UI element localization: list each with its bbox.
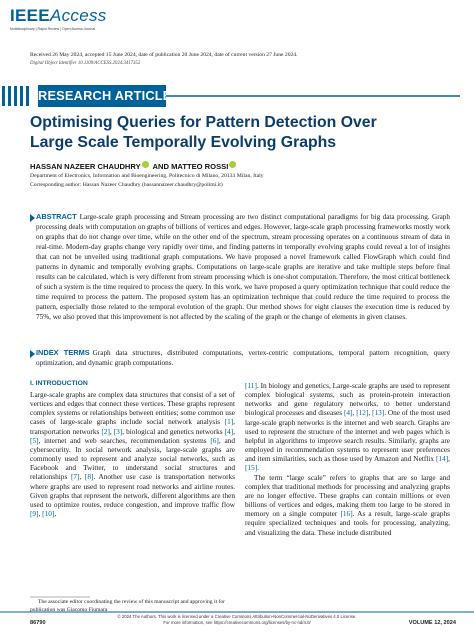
- license-notice: © 2024 The Authors. This work is licensed under a Creative Commons Attribution-NonCommercial-NoDerivatives 4.0 License. For more information, see https://creativecommons.org/licenses/by-nc-nd/4.0/: [117, 614, 357, 625]
- journal-tagline: Multidisciplinary | Rapid Review | Open Access Journal: [10, 27, 96, 31]
- intro-paragraph-1: [30, 390, 235, 518]
- page-number: 86790: [30, 620, 46, 626]
- banner-stripes: [0, 86, 30, 106]
- intro-paragraph-3: [245, 473, 450, 537]
- body-text: ,: [352, 408, 357, 418]
- body-text: The term “large scale” refers to graphs that are so large and complex that traditional methods for processing and analyzing graphs are no longer effective. These graphs can contain millions or even billions of vertices and edges, making them too large to be stored in memory on a single computer: [245, 472, 450, 519]
- body-text: ,: [109, 426, 114, 436]
- citation-link[interactable]: [4]: [224, 426, 234, 436]
- banner-rule: [166, 95, 460, 97]
- body-text: , biological and genetics networks: [122, 426, 225, 436]
- body-text: , transportation networks: [30, 417, 235, 436]
- orcid-icon[interactable]: [229, 161, 236, 168]
- body-text: .: [257, 463, 259, 473]
- footnote-rule: [30, 596, 90, 598]
- index-terms-marker-icon: [30, 350, 35, 358]
- ieee-access-logo: IEEEAccess: [10, 6, 107, 25]
- citation-link[interactable]: [16]: [340, 509, 353, 519]
- body-text: . One of the most used large-scale graph networks is the internet and web search. Graphs are used to represent the structure of the internet and web pages which is helpful in algorithms to improve search results. Similarly, graphs are employed in recommendation systems to represent user preferences and item similarities, such as those used by Amazon and Netflix: [245, 408, 451, 464]
- citation-link[interactable]: [15]: [245, 463, 258, 473]
- citation-link[interactable]: [8]: [84, 472, 94, 482]
- index-terms: INDEX TERMS Graph data structures, distributed computations, vertex-centric computations, temporal pattern recognition, query optimization, and dynamic graph computations.: [36, 348, 450, 367]
- body-text: ,: [448, 454, 450, 464]
- citation-link[interactable]: [11]: [245, 381, 257, 390]
- body-text: ,: [233, 426, 235, 436]
- body-text: , internet and web searches, recommendation systems: [38, 435, 211, 445]
- paper-title: Optimising Queries for Pattern Detection Over Large Scale Temporally Evolving Graphs: [30, 114, 377, 151]
- footer-rule: [0, 611, 474, 613]
- body-text: Large-scale graphs are complex data structures that consist of a set of vertices and edges that connect these vertices. These graphs represent complex systems or relationships between entities; some common use cases of large-scale graphs include social network analysis: [30, 390, 235, 427]
- body-text: . Another use case is transportation networks where graphs are used to represent road networks and airline routes. Given graphs that represent the network, different algorithms are then used to optimize routes, reduce congestion, and improve traffic flow: [30, 472, 235, 509]
- citation-link[interactable]: [9]: [30, 509, 39, 519]
- body-text: ,: [368, 408, 373, 418]
- section-heading: I. INTRODUCTION: [30, 380, 88, 387]
- body-text: . As a result, large-scale graphs require specialized techniques and tools for processing, analyzing, and visualizing the data. These include distributed: [245, 509, 450, 537]
- citation-link[interactable]: [12]: [356, 408, 369, 418]
- publication-dates: Received 26 May 2024, accepted 15 June 2024, date of publication 20 June 2024, date of current version 27 June 2024.: [30, 52, 298, 58]
- citation-link[interactable]: [1]: [224, 417, 234, 427]
- citation-link[interactable]: [14]: [436, 454, 449, 464]
- authors: HASSAN NAZEER CHAUDHRY AND MATTEO ROSSI: [30, 161, 238, 171]
- corresponding-author: Corresponding author: Hassan Nazeer Chaudhry (hassannazeer.chaudhry@polimi.it): [30, 182, 223, 188]
- intro-paragraph-2: [245, 381, 450, 473]
- body-text: , and cybersecurity. In social network analysis, large-scale graphs are commonly used to represent and analyze social networks, such as Facebook and Twitter, to understand social structures and relationships: [30, 435, 235, 482]
- orcid-icon[interactable]: [142, 161, 149, 168]
- citation-link[interactable]: [3]: [113, 426, 123, 436]
- right-column: [245, 381, 450, 537]
- affiliation: Department of Electronics, Information and Bioengineering, Politecnico di Milano, 20133 Milan, Italy: [30, 173, 264, 179]
- abstract-marker-icon: [30, 214, 35, 222]
- citation-link[interactable]: [4]: [343, 408, 353, 418]
- volume-label: VOLUME 12, 2024: [408, 620, 456, 626]
- body-text: . In biology and genetics, Large-scale graphs are used to represent complex biological systems, such as protein-protein interaction networks and gene regulatory networks, to better understand biological processes and diseases: [245, 381, 450, 418]
- footnote: The associate editor coordinating the review of this manuscript and approving it for publication was Giacomo Fiumara: [30, 599, 226, 613]
- abstract: ABSTRACT Large-scale graph processing and Stream processing are two distinct computational paradigms for big data processing. Graph processing deals with computation on graphs of billions of vertices and edges. However, large-scale graph processing frameworks mostly work on graphs that do not change over time, while on the other end of the spectrum, stream processing operates on a continuous stream of data in real-time. Modern-day graphs change very rapidly over time, and finding patterns in temporally evolving graphs could reveal a lot of insights that can not be unveiled using traditional graph computations. We have proposed a novel framework called FlowGraph which could find patterns in dynamic and temporally evolving graphs. Computations on large-scale graphs are iterative and take multiple steps before final results can be calculated, which is very different from stream processing which is one-shot computation. Therefore, the most critical bottleneck of such a system is the time required to process the query. In this work, we have proposed a query optimization technique that could reduce the time required to process the pattern. The proposed system has an optimization technique that could reduce the time required to process the pattern, especially those related to the temporal evolution of the graph. Our method shows for eight clauses the execution time is reduced by 75%, we also proved that this improvement is not affected by the scaling of the graph or the change of elements in given clauses.: [36, 212, 450, 321]
- citation-link[interactable]: [5]: [30, 435, 39, 445]
- citation-link[interactable]: [10]: [42, 509, 55, 519]
- citation-link[interactable]: [13]: [372, 408, 385, 418]
- body-text: ,: [54, 509, 57, 519]
- body-text: ,: [79, 472, 85, 482]
- left-column: [30, 390, 235, 518]
- citation-link[interactable]: [6]: [210, 435, 219, 445]
- doi: Digital Object Identifier 10.1109/ACCESS.2024.3417352: [30, 61, 141, 66]
- citation-link[interactable]: [2]: [101, 426, 110, 436]
- body-text: ,: [38, 509, 43, 519]
- citation-link[interactable]: [7]: [70, 472, 80, 482]
- article-type-banner: RESEARCH ARTICLE: [38, 85, 166, 107]
